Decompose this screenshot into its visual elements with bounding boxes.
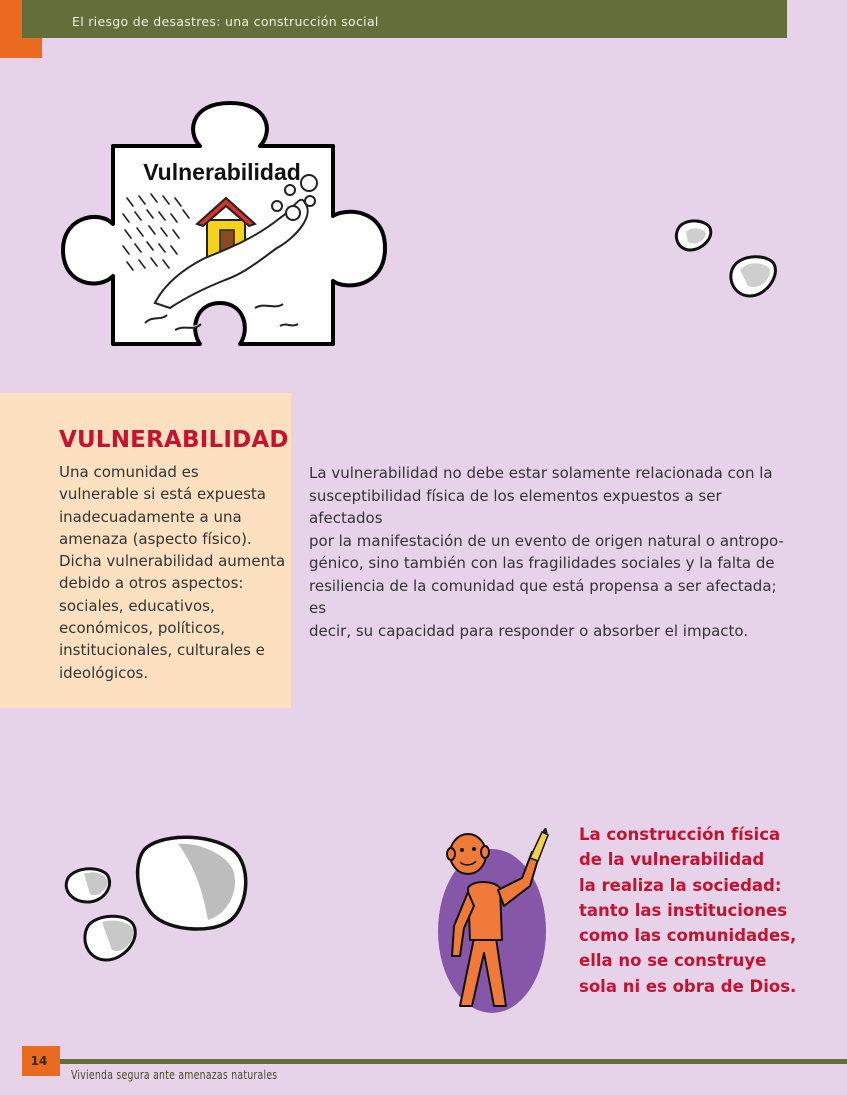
sidebar-line: económicos, políticos, xyxy=(59,619,225,638)
rocks-bottom-illustration xyxy=(58,830,253,970)
paragraph-line: resiliencia de la comunidad que está propensa a ser afectada; es xyxy=(309,576,777,617)
rock-icon xyxy=(676,221,710,250)
highlight-quote xyxy=(579,822,839,999)
sidebar-line: Dicha vulnerabilidad aumenta xyxy=(59,552,286,571)
quote-line: La construcción física xyxy=(579,825,781,844)
person-with-pencil-illustration xyxy=(432,828,557,1013)
vulnerability-puzzle-illustration xyxy=(55,98,395,353)
sidebar-title: VULNERABILIDAD xyxy=(59,427,289,453)
running-header-title: El riesgo de desastres: una construcción social xyxy=(72,14,379,29)
paragraph-line: La vulnerabilidad no debe estar solamente relacionada con la xyxy=(309,464,773,482)
rock-icon xyxy=(85,916,135,960)
sidebar-definition-text xyxy=(59,461,287,684)
paragraph-line: por la manifestación de un evento de origen natural o antropo- xyxy=(309,531,784,550)
footer-book-title: Vivienda segura ante amenazas naturales xyxy=(71,1068,278,1082)
quote-line: como las comunidades, xyxy=(579,926,797,946)
sidebar-line: inadecuadamente a una xyxy=(59,507,242,526)
pencil-icon xyxy=(530,828,548,861)
sidebar-line: debido a otros aspectos: xyxy=(59,574,244,593)
sidebar-line: sociales, educativos, xyxy=(59,596,215,615)
rocks-top-illustration xyxy=(668,212,788,307)
footer-rule xyxy=(58,1059,847,1064)
sidebar-line: amenaza (aspecto físico). xyxy=(59,529,252,548)
sidebar-line: Una comunidad es xyxy=(59,463,199,481)
puzzle-label: Vulnerabilidad xyxy=(143,159,301,185)
quote-line: ella no se construye xyxy=(579,951,767,971)
sidebar-line: institucionales, culturales e xyxy=(59,641,265,660)
paragraph-line: decir, su capacidad para responder o absorber el impacto. xyxy=(309,621,749,640)
rock-icon xyxy=(138,837,246,929)
rock-icon xyxy=(66,869,109,902)
rock-icon xyxy=(731,257,776,296)
quote-line: sola ni es obra de Dios. xyxy=(579,976,797,996)
paragraph-line: susceptibilidad física de los elementos expuestos a ser afectados xyxy=(309,486,722,527)
sidebar-line: ideológicos. xyxy=(59,663,149,682)
sidebar-line: vulnerable si está expuesta xyxy=(59,485,266,504)
main-paragraph xyxy=(309,462,789,642)
page-number: 14 xyxy=(22,1046,60,1076)
quote-line: de la vulnerabilidad xyxy=(579,850,765,870)
running-header xyxy=(22,0,787,38)
quote-line: tanto las instituciones xyxy=(579,900,788,920)
paragraph-line: génico, sino también con las fragilidades sociales y la falta de xyxy=(309,554,775,572)
quote-line: la realiza la sociedad: xyxy=(579,875,782,895)
